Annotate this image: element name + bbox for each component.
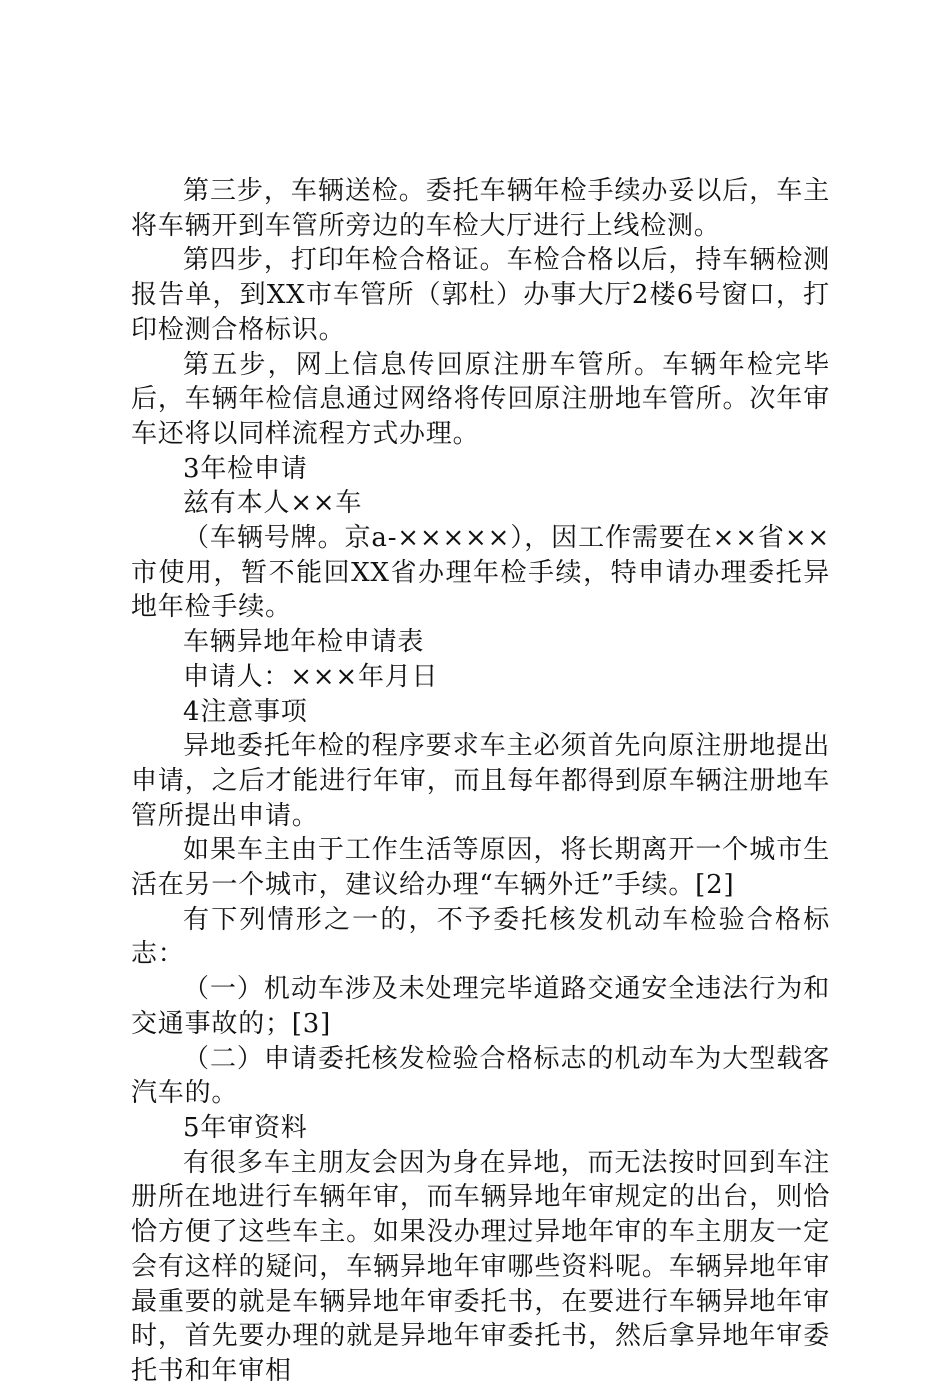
paragraph-form-title: 车辆异地年检申请表	[183, 627, 425, 658]
section-heading-documents: 5年审资料	[183, 1112, 308, 1143]
paragraph-applicant-statement: 兹有本人××车	[183, 488, 363, 519]
document-body	[131, 174, 830, 1389]
paragraph-documents-body: 有很多车主朋友会因为身在异地，而无法按时回到车注册所在地进行车辆年审，而车辆异地年审规定的出台，则恰恰方便了这些车主。如果没办理过异地年审的车主朋友一定会有这样的疑问，车辆异地年审哪些资料呢。车辆异地年审最重要的就是车辆异地年审委托书，在要进行车辆异地年审时，首先要办理的就是异地年审委托书，然后拿异地年审委托书和年审相	[131, 1147, 830, 1386]
paragraph-step-three: 第三步，车辆送检。委托车辆年检手续办妥以后，车主将车辆开到车管所旁边的车检大厅进行上线检测。	[131, 176, 830, 241]
paragraph-exclusion-one: （一）机动车涉及未处理完毕道路交通安全违法行为和交通事故的；[3]	[131, 974, 830, 1039]
paragraph-exclusion-two: （二）申请委托核发检验合格标志的机动车为大型载客汽车的。	[131, 1043, 830, 1109]
section-heading-notes: 4注意事项	[183, 696, 308, 727]
paragraph-notes-relocation: 如果车主由于工作生活等原因，将长期离开一个城市生活在另一个城市，建议给办理“车辆外迁”手续。[2]	[131, 835, 830, 901]
paragraph-step-four: 第四步，打印年检合格证。车检合格以后，持车辆检测报告单，到XX市车管所（郭杜）办事大厅2楼6号窗口，打印检测合格标识。	[131, 245, 830, 345]
paragraph-applicant-date: 申请人：×××年月日	[183, 661, 439, 692]
paragraph-notes-procedure: 异地委托年检的程序要求车主必须首先向原注册地提出申请，之后才能进行年审，而且每年都得到原车辆注册地车管所提出申请。	[131, 731, 830, 831]
paragraph-step-five: 第五步，网上信息传回原注册车管所。车辆年检完毕后，车辆年检信息通过网络将传回原注册地车管所。次年审车还将以同样流程方式办理。	[131, 349, 830, 449]
paragraph-plate-reason: （车辆号牌。京a-×××××），因工作需要在××省××市使用，暂不能回XX省办理年检手续，特申请办理委托异地年检手续。	[131, 523, 830, 623]
section-heading-annual-inspection-application: 3年检申请	[183, 453, 308, 484]
paragraph-notes-exclusions-intro: 有下列情形之一的，不予委托核发机动车检验合格标志：	[131, 904, 830, 970]
